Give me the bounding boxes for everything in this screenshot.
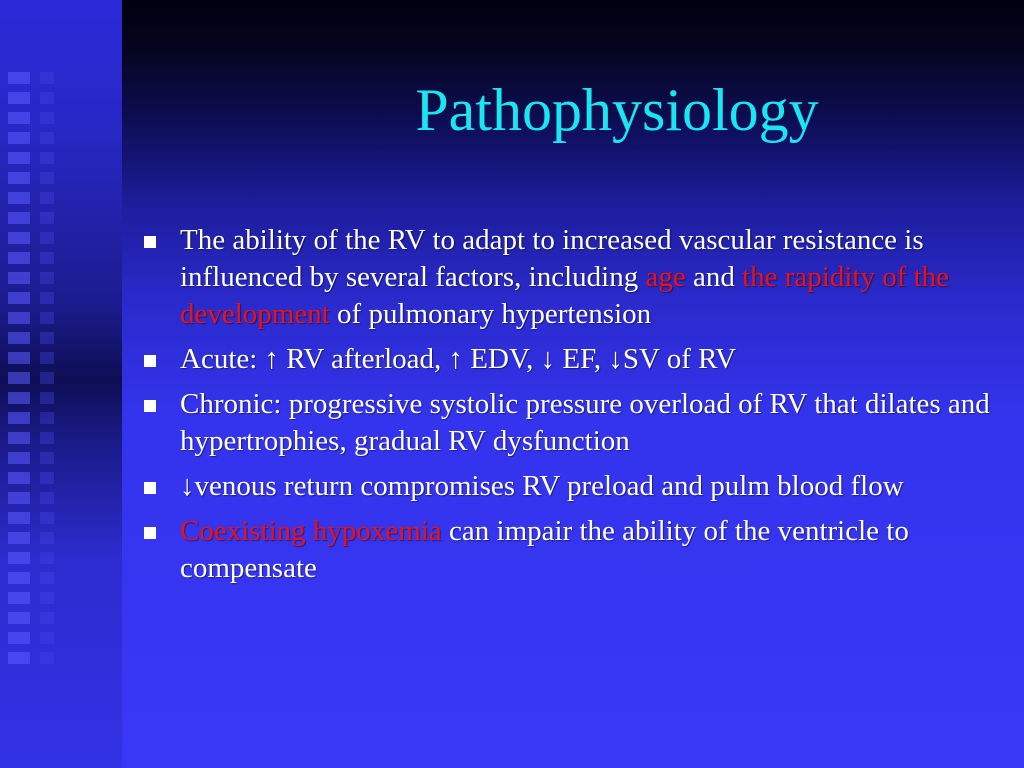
bullet-list — [142, 222, 1002, 595]
bullet-text-segment: of pulmonary hypertension — [329, 298, 652, 330]
decorative-squares — [8, 72, 30, 672]
bullet-text-segment: The ability of the RV to adapt to increased vascular resistance is influenced by several factors, including — [180, 224, 924, 293]
bullet-text-highlight: the rapidity of the development — [180, 261, 950, 330]
square-bullet-icon — [144, 400, 156, 412]
bullet-text-segment: Acute: ↑ RV afterload, ↑ EDV, ↓ EF, ↓SV of RV — [180, 343, 737, 375]
square-bullet-icon — [144, 482, 156, 494]
bullet-item — [142, 222, 1002, 333]
bullet-item — [142, 386, 1002, 460]
bullet-text-highlight: age — [645, 261, 686, 293]
square-bullet-icon — [144, 236, 156, 248]
bullet-text-highlight: Coexisting hypoxemia — [180, 515, 442, 547]
bullet-item — [142, 468, 1002, 505]
square-bullet-icon — [144, 355, 156, 367]
bullet-text-segment: and — [685, 261, 743, 293]
bullet-text-segment: can impair the ability of the ventricle to compensate — [180, 515, 909, 584]
bullet-text-segment: ↓venous return compromises RV preload and pulm blood flow — [180, 470, 904, 502]
bullet-item — [142, 513, 1002, 587]
bullet-item — [142, 341, 1002, 378]
left-decorative-band — [0, 0, 122, 768]
slide-title: Pathophysiology — [415, 77, 819, 143]
square-bullet-icon — [144, 527, 156, 539]
decorative-squares-faint — [40, 72, 54, 672]
bullet-text-segment: Chronic: progressive systolic pressure overload of RV that dilates and hypertrophies, gradual RV dysfunction — [180, 388, 990, 457]
